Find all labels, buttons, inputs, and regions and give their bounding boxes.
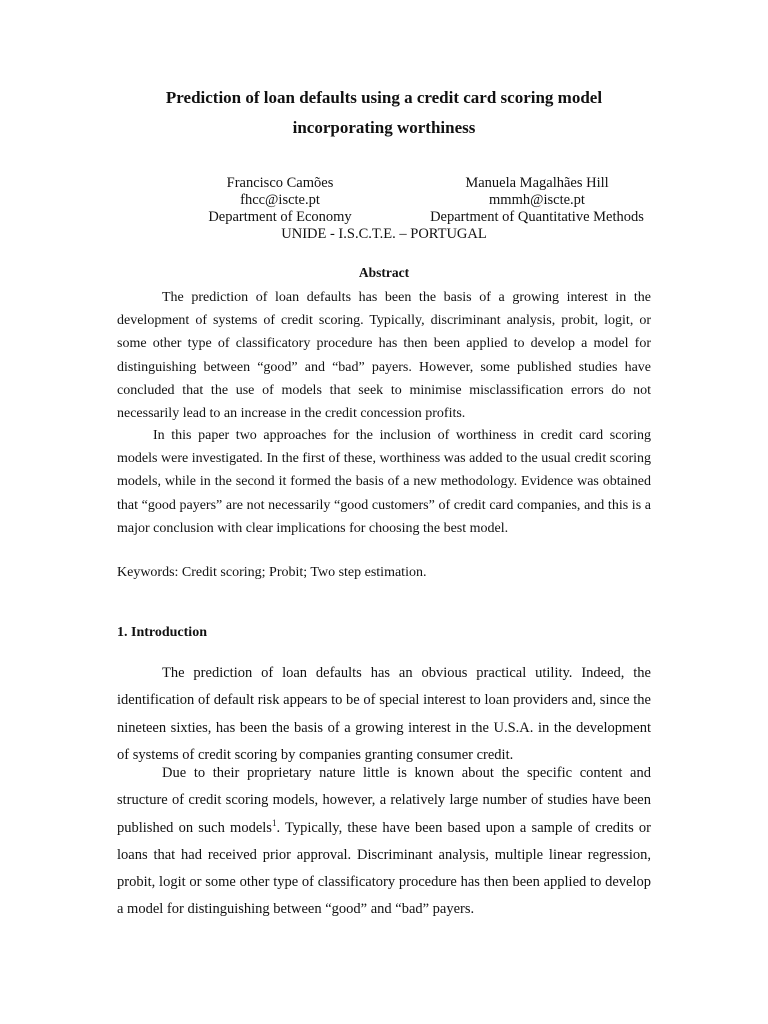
affiliation: UNIDE - I.S.C.T.E. – PORTUGAL bbox=[281, 226, 487, 242]
abstract-paragraph-2: In this paper two approaches for the inclusion of worthiness in credit card scoring models were investigated. In the first of these, worthiness was added to the usual credit scoring models, while in the second it formed the basis of a new methodology. Evidence was obtained that “good payers” are not necessarily “good customers” of credit card companies, and this is a major conclusion with clear implications for choosing the best model. bbox=[117, 428, 651, 536]
intro-paragraph-2-part-2: . Typically, these have been based upon a sample of credits or loans that had received prior approval. Discriminant analysis, multiple linear regression, probit, logit or some other type of classificatory procedure has then been applied to develop a model for distinguishing between “good” and “bad” payers. bbox=[117, 819, 652, 918]
author-1-name: Francisco Camões bbox=[226, 175, 334, 191]
intro-paragraph-2 bbox=[117, 760, 651, 924]
author-2-email: mmmh@iscte.pt bbox=[489, 192, 585, 208]
section-heading-introduction: 1. Introduction bbox=[117, 625, 207, 640]
abstract-heading: Abstract bbox=[358, 265, 410, 280]
intro-paragraph-2-part-1: Due to their proprietary nature little is known about the specific content and structure of credit scoring models, however, a relatively large number of studies have been published on such models bbox=[117, 765, 651, 836]
paper-title-line-1: Prediction of loan defaults using a credit card scoring model bbox=[165, 88, 603, 107]
author-1-department: Department of Economy bbox=[208, 209, 352, 225]
author-1-email: fhcc@iscte.pt bbox=[240, 192, 320, 208]
author-2-department: Department of Quantitative Methods bbox=[430, 209, 644, 225]
abstract-paragraph-1: The prediction of loan defaults has been the basis of a growing interest in the development of systems of credit scoring. Typically, discriminant analysis, probit, logit, or some other type of classificatory procedure has then been applied to develop a model for distinguishing between “good” and “bad” payers. However, some published studies have concluded that the use of models that seek to minimise misclassification errors do not necessarily lead to an increase in the credit concession profits. bbox=[117, 290, 651, 422]
footnote-marker[interactable]: 1 bbox=[271, 817, 277, 828]
author-2-name: Manuela Magalhães Hill bbox=[465, 175, 609, 191]
intro-paragraph-1: The prediction of loan defaults has an obvious practical utility. Indeed, the identification of default risk appears to be of special interest to loan providers and, since the nineteen sixties, has been the basis of a growing interest in the U.S.A. in the development of systems of credit scoring by companies granting consumer credit. bbox=[117, 665, 651, 763]
paper-title-line-2: incorporating worthiness bbox=[292, 118, 476, 137]
keywords: Keywords: Credit scoring; Probit; Two step estimation. bbox=[117, 565, 427, 580]
